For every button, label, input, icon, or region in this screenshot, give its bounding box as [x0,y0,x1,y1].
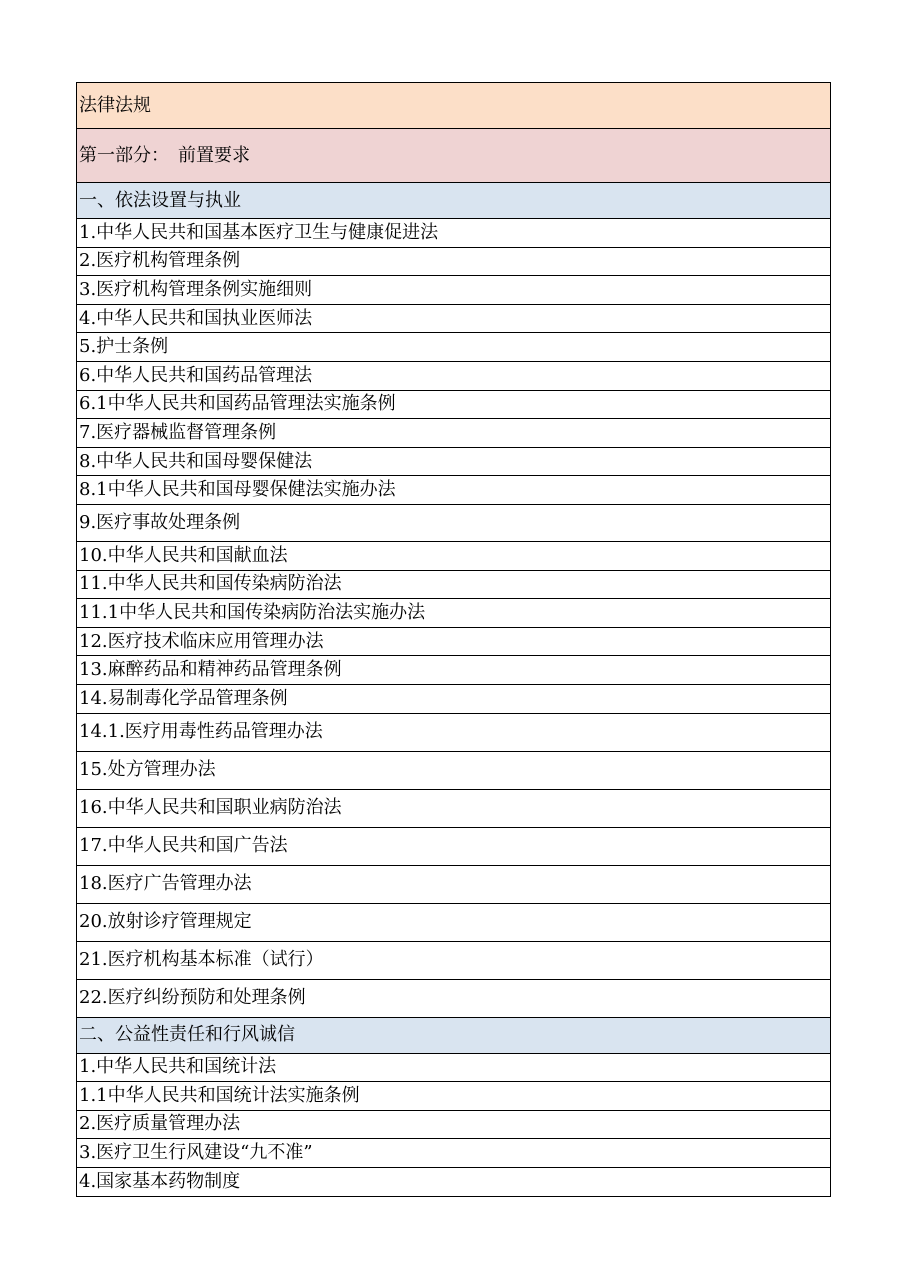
table-row: 13.麻醉药品和精神药品管理条例 [77,656,830,685]
regulations-table [76,82,831,1197]
table-row: 16.中华人民共和国职业病防治法 [77,790,830,828]
table-row: 1.中华人民共和国统计法 [77,1054,830,1083]
table-row: 6.中华人民共和国药品管理法 [77,362,830,391]
table-row: 3.医疗卫生行风建设“九不准” [77,1139,830,1168]
table-row: 14.1.医疗用毒性药品管理办法 [77,714,830,752]
table-row: 2.医疗质量管理办法 [77,1111,830,1140]
table-row: 11.中华人民共和国传染病防治法 [77,571,830,600]
table-row: 17.中华人民共和国广告法 [77,828,830,866]
table-row: 10.中华人民共和国献血法 [77,542,830,571]
table-row: 21.医疗机构基本标准（试行） [77,942,830,980]
part-heading: 第一部分： 前置要求 [77,129,830,183]
table-row: 12.医疗技术临床应用管理办法 [77,628,830,657]
table-row: 4.国家基本药物制度 [79,1171,241,1193]
table-row: 4.中华人民共和国执业医师法 [77,305,830,334]
table-row: 7.医疗器械监督管理条例 [77,419,830,448]
table-row: 22.医疗纠纷预防和处理条例 [77,980,830,1018]
table-row: 15.处方管理办法 [77,752,830,790]
table-row: 8.中华人民共和国母婴保健法 [77,448,830,477]
section-heading: 二、公益性责任和行风诚信 [77,1018,830,1054]
table-row: 2.医疗机构管理条例 [77,248,830,277]
table-row: 5.护士条例 [77,333,830,362]
table-row: 9.医疗事故处理条例 [77,505,830,542]
table-row: 1.1中华人民共和国统计法实施条例 [77,1082,830,1111]
section-heading: 一、依法设置与执业 [77,183,830,219]
table-row: 20.放射诊疗管理规定 [77,904,830,942]
table-row: 8.1中华人民共和国母婴保健法实施办法 [77,476,830,505]
table-row: 3.医疗机构管理条例实施细则 [77,276,830,305]
table-row: 11.1中华人民共和国传染病防治法实施办法 [77,599,830,628]
table-row: 14.易制毒化学品管理条例 [77,685,830,714]
table-row: 18.医疗广告管理办法 [77,866,830,904]
table-title: 法律法规 [77,83,830,129]
table-row: 1.中华人民共和国基本医疗卫生与健康促进法 [77,219,830,248]
table-row: 6.1中华人民共和国药品管理法实施条例 [77,391,830,420]
